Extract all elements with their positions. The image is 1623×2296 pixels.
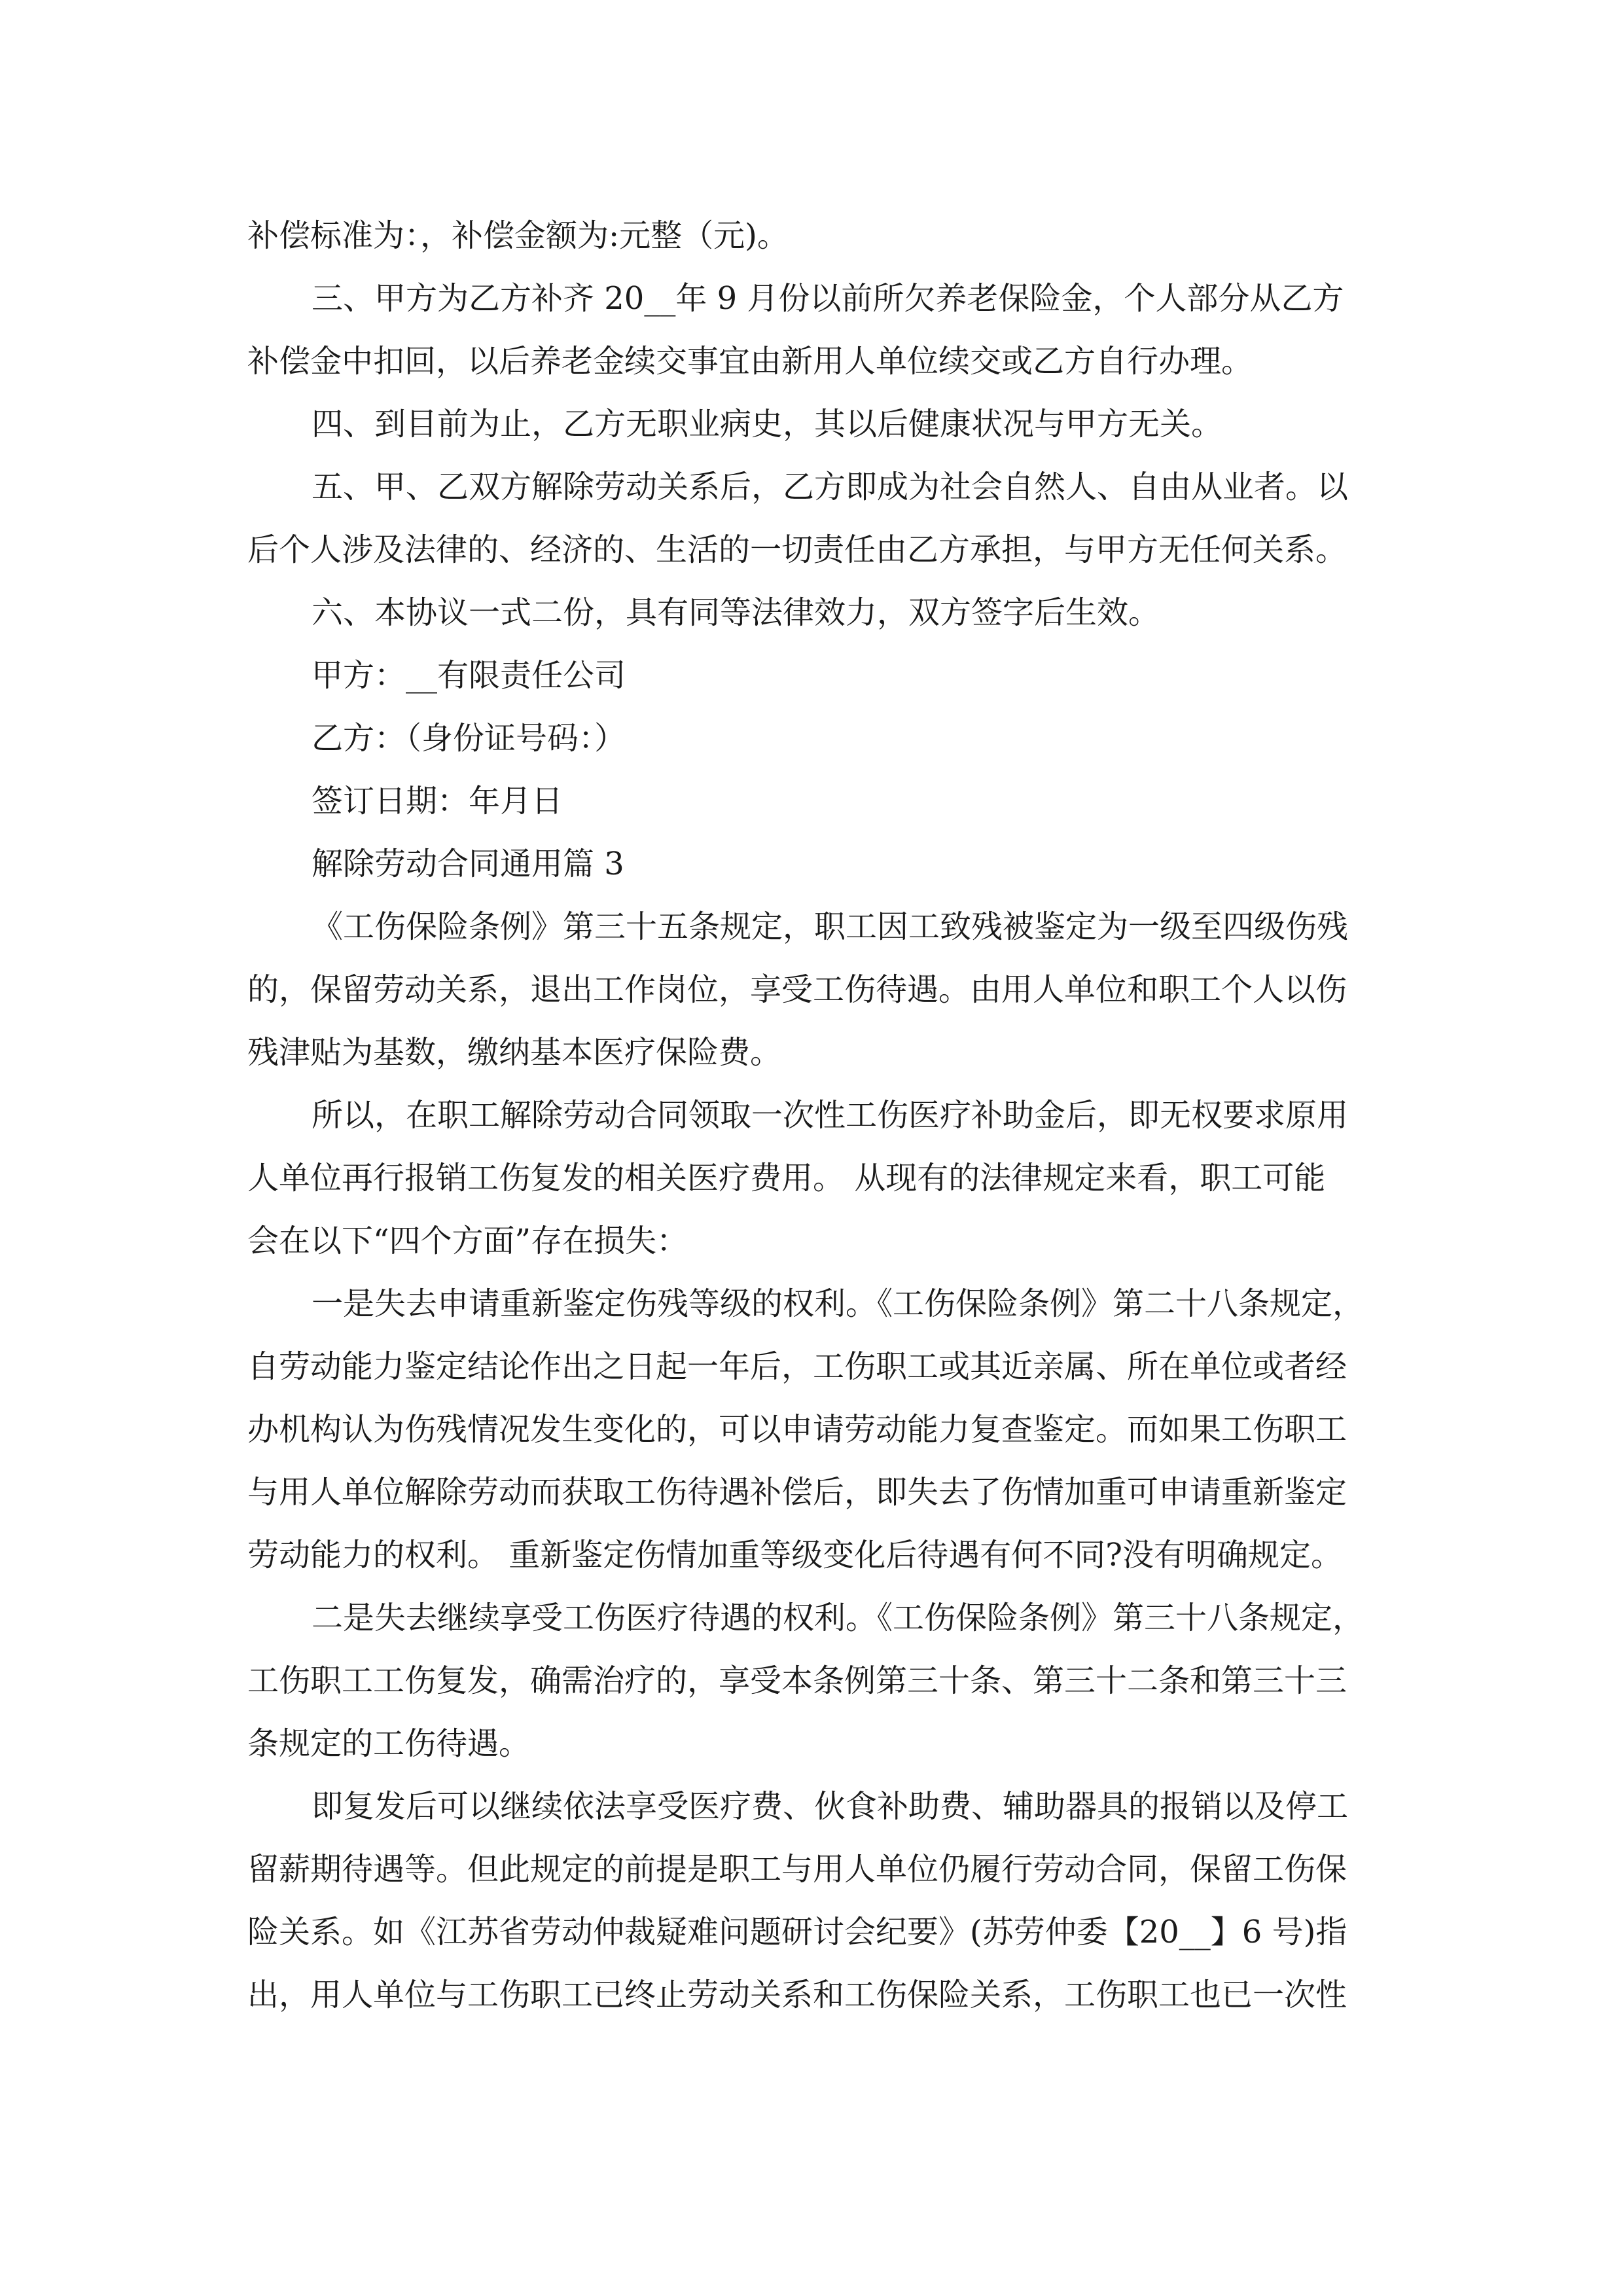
text-line: 劳动能力的权利。 重新鉴定伤情加重等级变化后待遇有何不同?没有明确规定。 [247, 1537, 1342, 1573]
text-line: 出，用人单位与工伤职工已终止劳动关系和工伤保险关系，工伤职工也已一次性 [247, 1977, 1347, 2013]
text-line: 补偿标准为：，补偿金额为:元整（元)。 [247, 217, 789, 254]
text-line: 会在以下“四个方面”存在损失： [247, 1223, 688, 1259]
text-line: 的，保留劳动关系，退出工作岗位，享受工伤待遇。由用人单位和职工个人以伤 [247, 971, 1347, 1008]
party-a-line: 甲方：__有限责任公司 [312, 657, 626, 694]
text-line: 工伤职工工伤复发，确需治疗的，享受本条例第三十条、第三十二条和第三十三 [247, 1662, 1347, 1699]
text-line: 办机构认为伤残情况发生变化的，可以申请劳动能力复查鉴定。而如果工伤职工 [247, 1411, 1347, 1448]
party-b-line: 乙方：（身份证号码：） [312, 720, 626, 757]
text-line: 二是失去继续享受工伤医疗待遇的权利。《工伤保险条例》第三十八条规定， [312, 1600, 1364, 1636]
text-line: 后个人涉及法律的、经济的、生活的一切责任由乙方承担，与甲方无任何关系。 [247, 531, 1347, 568]
text-line: 留薪期待遇等。但此规定的前提是职工与用人单位仍履行劳动合同，保留工伤保 [247, 1851, 1347, 1888]
text-line: 与用人单位解除劳动而获取工伤待遇补偿后，即失去了伤情加重可申请重新鉴定 [247, 1474, 1347, 1511]
paragraph-six-line: 六、本协议一式二份，具有同等法律效力，双方签字后生效。 [312, 594, 1160, 631]
text-line: 条规定的工伤待遇。 [247, 1725, 531, 1762]
paragraph-three-line: 三、甲方为乙方补齐 20__年 9 月份以前所欠养老保险金，个人部分从乙方 [312, 280, 1344, 317]
text-line: 即复发后可以继续依法享受医疗费、伙食补助费、辅助器具的报销以及停工 [312, 1788, 1349, 1825]
paragraph-four-line: 四、到目前为止，乙方无职业病史，其以后健康状况与甲方无关。 [312, 406, 1223, 442]
text-line: 补偿金中扣回，以后养老金续交事宜由新用人单位续交或乙方自行办理。 [247, 343, 1253, 380]
text-line: 人单位再行报销工伤复发的相关医疗费用。 从现有的法律规定来看，职工可能 [247, 1160, 1326, 1196]
section-heading: 解除劳动合同通用篇 3 [312, 846, 624, 882]
text-line: 《工伤保险条例》第三十五条规定，职工因工致残被鉴定为一级至四级伤残 [312, 908, 1349, 945]
paragraph-five-line: 五、甲、乙双方解除劳动关系后，乙方即成为社会自然人、自由从业者。以 [312, 469, 1349, 505]
text-line: 所以，在职工解除劳动合同领取一次性工伤医疗补助金后，即无权要求原用 [312, 1097, 1349, 1134]
text-line: 残津贴为基数，缴纳基本医疗保险费。 [247, 1034, 782, 1071]
document-body [247, 204, 1399, 2026]
text-line: 一是失去申请重新鉴定伤残等级的权利。《工伤保险条例》第二十八条规定， [312, 1285, 1364, 1322]
text-line: 自劳动能力鉴定结论作出之日起一年后，工伤职工或其近亲属、所在单位或者经 [247, 1348, 1347, 1385]
text-line: 险关系。如《江苏省劳动仲裁疑难问题研讨会纪要》(苏劳仲委【20__】6 号)指 [247, 1914, 1347, 1950]
signing-date-line: 签订日期：年月日 [312, 783, 563, 819]
